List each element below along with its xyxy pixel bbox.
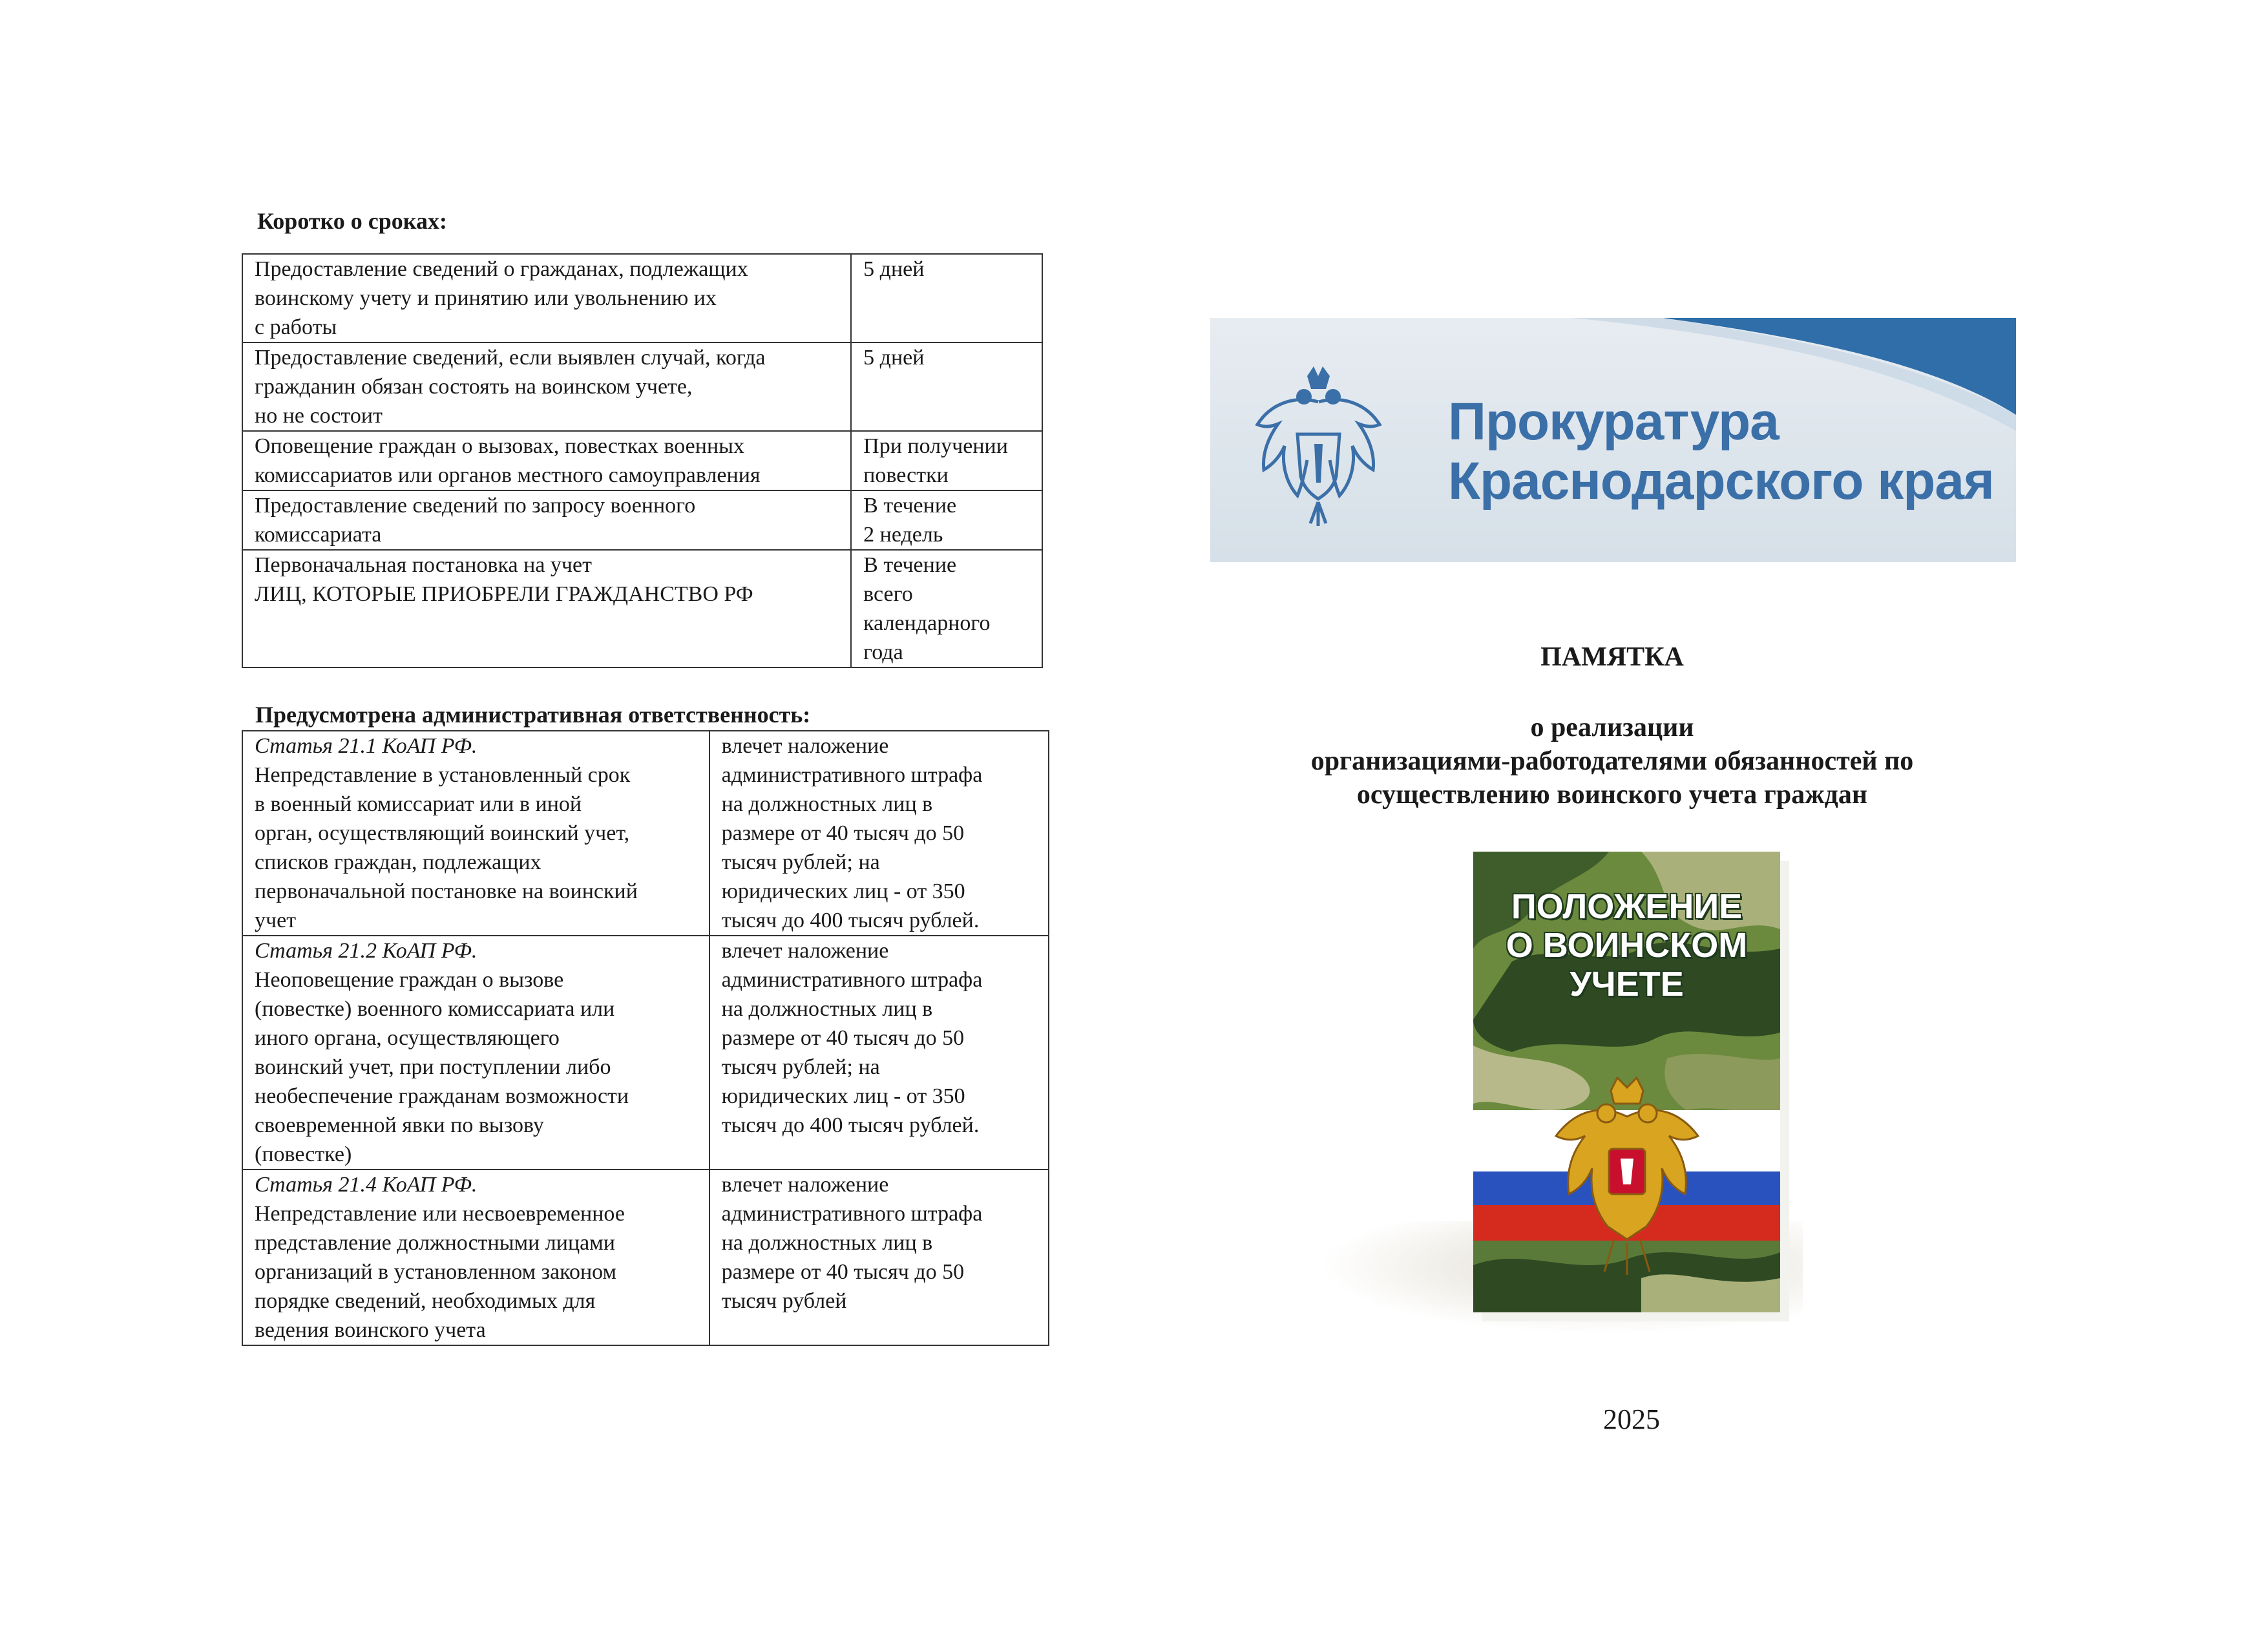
terms-deadline-line: 2 недель xyxy=(863,523,943,547)
banner-title xyxy=(1448,392,1994,511)
terms-deadline-cell xyxy=(851,254,1042,342)
liability-row xyxy=(242,731,1049,936)
penalty-line: тысяч рублей; на xyxy=(721,850,880,874)
terms-row xyxy=(242,254,1042,342)
article-reference: Статья 21.4 КоАП РФ. xyxy=(255,1173,478,1197)
offense-line: представление должностными лицами xyxy=(255,1231,615,1255)
terms-deadline-line: 5 дней xyxy=(863,257,925,281)
liability-heading: Предусмотрена административная ответственность: xyxy=(255,702,811,728)
terms-deadline-line: 5 дней xyxy=(863,346,925,370)
document-year: 2025 xyxy=(1603,1403,1660,1435)
terms-description-line: но не состоит xyxy=(255,404,383,428)
liability-offense-cell xyxy=(242,936,709,1170)
terms-description-line: Первоначальная постановка на учет xyxy=(255,553,592,577)
penalty-line: на должностных лиц в xyxy=(721,1231,933,1255)
penalty-line: влечет наложение xyxy=(721,734,889,758)
terms-description-line: ЛИЦ, КОТОРЫЕ ПРИОБРЕЛИ ГРАЖДАНСТВО РФ xyxy=(255,582,753,606)
terms-deadline-line: всего xyxy=(863,582,913,606)
penalty-line: юридических лиц - от 350 xyxy=(721,1084,965,1108)
terms-row xyxy=(242,342,1042,431)
terms-deadline-line: повестки xyxy=(863,463,949,487)
terms-description-line: Предоставление сведений, если выявлен случай, когда xyxy=(255,346,766,370)
penalty-line: на должностных лиц в xyxy=(721,792,933,816)
offense-line: первоначальной постановке на воинский xyxy=(255,879,638,903)
terms-description-cell xyxy=(242,490,851,550)
terms-heading: Коротко о сроках: xyxy=(257,208,447,234)
terms-deadline-cell xyxy=(851,550,1042,667)
article-reference: Статья 21.2 КоАП РФ. xyxy=(255,939,478,963)
liability-offense-cell xyxy=(242,1170,709,1345)
terms-description-cell xyxy=(242,342,851,431)
terms-table xyxy=(242,253,1043,668)
penalty-line: административного штрафа xyxy=(721,1202,983,1226)
offense-line: порядке сведений, необходимых для xyxy=(255,1289,596,1313)
offense-line: Непредставление в установленный срок xyxy=(255,763,631,787)
terms-row xyxy=(242,490,1042,550)
penalty-line: размере от 40 тысяч до 50 xyxy=(721,821,965,845)
terms-description-line: с работы xyxy=(255,315,337,339)
subtitle-line: о реализации xyxy=(1530,713,1694,742)
article-reference: Статья 21.1 КоАП РФ. xyxy=(255,734,478,758)
penalty-line: административного штрафа xyxy=(721,968,983,992)
offense-line: ведения воинского учета xyxy=(255,1318,486,1342)
liability-penalty-cell xyxy=(709,731,1049,936)
terms-deadline-cell xyxy=(851,431,1042,490)
terms-description-line: комиссариата xyxy=(255,523,382,547)
terms-description-cell xyxy=(242,431,851,490)
double-headed-eagle-icon xyxy=(1549,1065,1705,1278)
offense-line: орган, осуществляющий воинский учет, xyxy=(255,821,630,845)
prosecutor-eagle-emblem-icon xyxy=(1246,357,1391,531)
offense-line: учет xyxy=(255,909,297,932)
terms-deadline-line: В течение xyxy=(863,553,957,577)
subtitle-line: осуществлению воинского учета граждан xyxy=(1356,780,1868,810)
terms-description-line: воинскому учету и принятию или увольнению их xyxy=(255,286,717,310)
liability-penalty-cell xyxy=(709,936,1049,1170)
terms-description-line: Оповещение граждан о вызовах, повестках военных xyxy=(255,434,744,458)
terms-description-line: Предоставление сведений по запросу военного xyxy=(255,494,696,518)
offense-line: организаций в установленном законом xyxy=(255,1260,617,1284)
penalty-line: тысяч до 400 тысяч рублей. xyxy=(721,909,980,932)
terms-deadline-cell xyxy=(851,490,1042,550)
terms-row xyxy=(242,550,1042,667)
offense-line: необеспечение гражданам возможности xyxy=(255,1084,629,1108)
penalty-line: тысяч рублей xyxy=(721,1289,847,1313)
penalty-line: размере от 40 тысяч до 50 xyxy=(721,1260,965,1284)
subtitle-line: организациями-работодателями обязанностей по xyxy=(1310,746,1914,776)
penalty-line: юридических лиц - от 350 xyxy=(721,879,965,903)
book-title-line: О ВОИНСКОМ xyxy=(1506,926,1748,965)
terms-deadline-line: календарного xyxy=(863,611,991,635)
document-title: ПАМЯТКА xyxy=(1540,642,1684,672)
prosecutor-banner xyxy=(1210,318,2016,562)
offense-line: воинский учет, при поступлении либо xyxy=(255,1055,611,1079)
book-title-line: УЧЕТЕ xyxy=(1570,965,1684,1003)
liability-offense-cell xyxy=(242,731,709,936)
banner-title-line: Краснодарского края xyxy=(1448,452,1994,510)
offense-line: Неоповещение граждан о вызове xyxy=(255,968,564,992)
terms-description-cell xyxy=(242,550,851,667)
penalty-line: тысяч рублей; на xyxy=(721,1055,880,1079)
offense-line: Непредставление или несвоевременное xyxy=(255,1202,625,1226)
terms-description-cell xyxy=(242,254,851,342)
banner-title-line: Прокуратура xyxy=(1448,392,1779,451)
offense-line: своевременной явки по вызову xyxy=(255,1113,544,1137)
penalty-line: административного штрафа xyxy=(721,763,983,787)
terms-description-line: Предоставление сведений о гражданах, подлежащих xyxy=(255,257,748,281)
liability-row xyxy=(242,1170,1049,1345)
liability-penalty-cell xyxy=(709,1170,1049,1345)
offense-line: (повестке) военного комиссариата или xyxy=(255,997,615,1021)
terms-deadline-line: года xyxy=(863,640,903,664)
document-subtitle xyxy=(1208,711,2016,812)
book-title-line: ПОЛОЖЕНИЕ xyxy=(1511,887,1743,926)
liability-table xyxy=(242,730,1049,1346)
penalty-line: на должностных лиц в xyxy=(721,997,933,1021)
penalty-line: тысяч до 400 тысяч рублей. xyxy=(721,1113,980,1137)
book-cover xyxy=(1473,852,1780,1312)
terms-deadline-line: В течение xyxy=(863,494,957,518)
penalty-line: влечет наложение xyxy=(721,1173,889,1197)
penalty-line: влечет наложение xyxy=(721,939,889,963)
penalty-line: размере от 40 тысяч до 50 xyxy=(721,1026,965,1050)
liability-row xyxy=(242,936,1049,1170)
terms-deadline-line: При получении xyxy=(863,434,1008,458)
offense-line: списков граждан, подлежащих xyxy=(255,850,541,874)
terms-deadline-cell xyxy=(851,342,1042,431)
terms-description-line: комиссариатов или органов местного самоуправления xyxy=(255,463,761,487)
offense-line: иного органа, осуществляющего xyxy=(255,1026,560,1050)
book-title xyxy=(1473,887,1780,1003)
terms-description-line: гражданин обязан состоять на воинском учете, xyxy=(255,375,693,399)
offense-line: в военный комиссариат или в иной xyxy=(255,792,582,816)
offense-line: (повестке) xyxy=(255,1142,352,1166)
terms-row xyxy=(242,431,1042,490)
